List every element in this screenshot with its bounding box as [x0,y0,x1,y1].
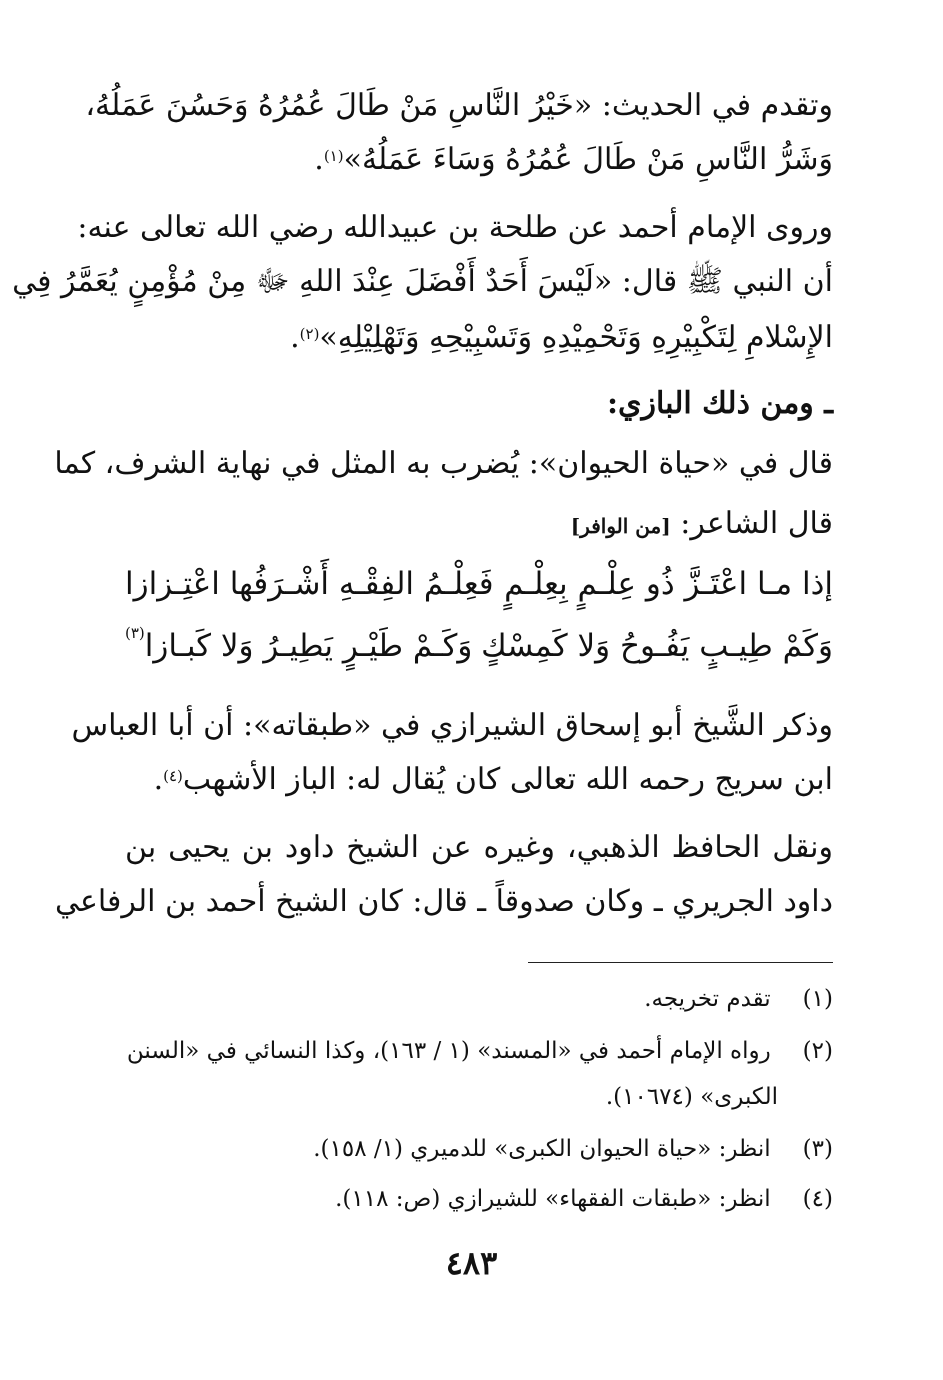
footnote-separator [528,962,833,963]
body-line-10 [125,760,833,800]
footnote-3-text: انظر: «حياة الحيوان الكبرى» للدميري (١/ ١٥٨). [313,1136,771,1162]
page-number: ٤٨٣ [445,1244,498,1282]
verse-2-first-hemistich: وَكَمْ طِيـبٍ يَفُـوحُ وَلا كَمِسْكٍ [481,628,833,664]
footnote-marker-3: (٣) [125,624,145,642]
body-line-10-text: ابن سريج رحمه الله تعالى كان يُقال له: الباز الأشهب [182,762,833,797]
footnote-1 [125,984,833,1014]
body-line-1: وتقدم في الحديث: «خَيْرُ النَّاسِ مَنْ طَالَ عُمُرُهُ وَحَسُنَ عَمَلُهُ، [85,88,833,123]
verse-1-first-hemistich: إذا مـا اعْتَـزَّ ذُو عِلْـمٍ بِعِلْـمٍ [504,566,833,602]
poem-verse-1 [125,566,833,610]
verse-1-second-hemistich: فَعِلْـمُ الفِقْـهِ أَشْـرَفُها اعْتِـزازا [125,566,494,602]
body-line-2-text: وَشَرُّ النَّاسِ مَنْ طَالَ عُمُرُهُ وَسَاءَ عَمَلُهُ» [343,142,833,177]
poem-verse-2 [125,624,833,672]
body-line-9: وذكر الشَّيخ أبو إسحاق الشيرازي في «طبقاته»: أن أبا العباس [71,708,833,743]
body-line-5-text: الإِسْلامِ لِتَكْبِيْرِهِ وَتَحْمِيْدِهِ وَتَسْبِيْحِهِ وَتَهْلِيْلِهِ» [319,320,833,355]
footnote-4-text: انظر: «طبقات الفقهاء» للشيرازي (ص: ١١٨). [335,1186,771,1212]
meter-label: [من الوافر] [570,514,671,538]
body-line-3: وروى الإمام أحمد عن طلحة بن عبيدالله رضي الله تعالى عنه: [77,210,833,245]
body-line-5-end: . [290,320,300,355]
footnote-marker-2: (٢) [299,325,320,343]
footnote-marker-1: (١) [323,147,344,165]
footnote-2-text: رواه الإمام أحمد في «المسند» (١ / ١٦٣)، وكذا النسائي في «السنن [126,1038,771,1064]
body-line-8 [125,504,833,546]
footnote-2 [125,1036,833,1066]
footnote-3 [125,1134,833,1164]
body-line-4: أن النبي ﷺ قال: «لَيْسَ أَحَدٌ أَفْضَلَ عِنْدَ اللهِ ﷻ مِنْ مُؤْمِنٍ يُعَمَّرُ فِي [12,264,833,299]
body-line-10-end: . [153,762,164,797]
footnote-1-number: (١) [802,986,833,1012]
verse-2-second-hemistich-text: وَكَـمْ طَيْـرٍ يَطِيـرُ وَلا كَبـازا [144,628,473,664]
poet-intro: قال الشاعر: [680,506,833,541]
body-line-12: داود الجريري ـ وكان صدوقاً ـ قال: كان الشيخ أحمد بن الرفاعي [55,884,833,919]
footnote-2-number: (٢) [802,1038,833,1064]
body-line-5 [125,318,833,358]
body-line-11: ونقل الحافظ الذهبي، وغيره عن الشيخ داود بن يحيى بن [125,830,833,865]
body-line-2 [125,140,833,180]
footnote-3-number: (٣) [802,1136,833,1162]
footnote-4-number: (٤) [802,1186,833,1212]
body-line-2-end: . [314,142,324,177]
footnote-2-continuation: الكبرى» (١٠٦٧٤). [605,1084,778,1110]
body-line-7: قال في «حياة الحيوان»: يُضرب به المثل في نهاية الشرف، كما [54,446,833,481]
footnote-1-text: تقدم تخريجه. [644,986,771,1012]
section-heading: ـ ومن ذلك البازي: [606,386,833,421]
verse-2-second-hemistich [125,624,473,664]
footnote-marker-4: (٤) [163,767,183,785]
footnote-4 [125,1184,833,1214]
